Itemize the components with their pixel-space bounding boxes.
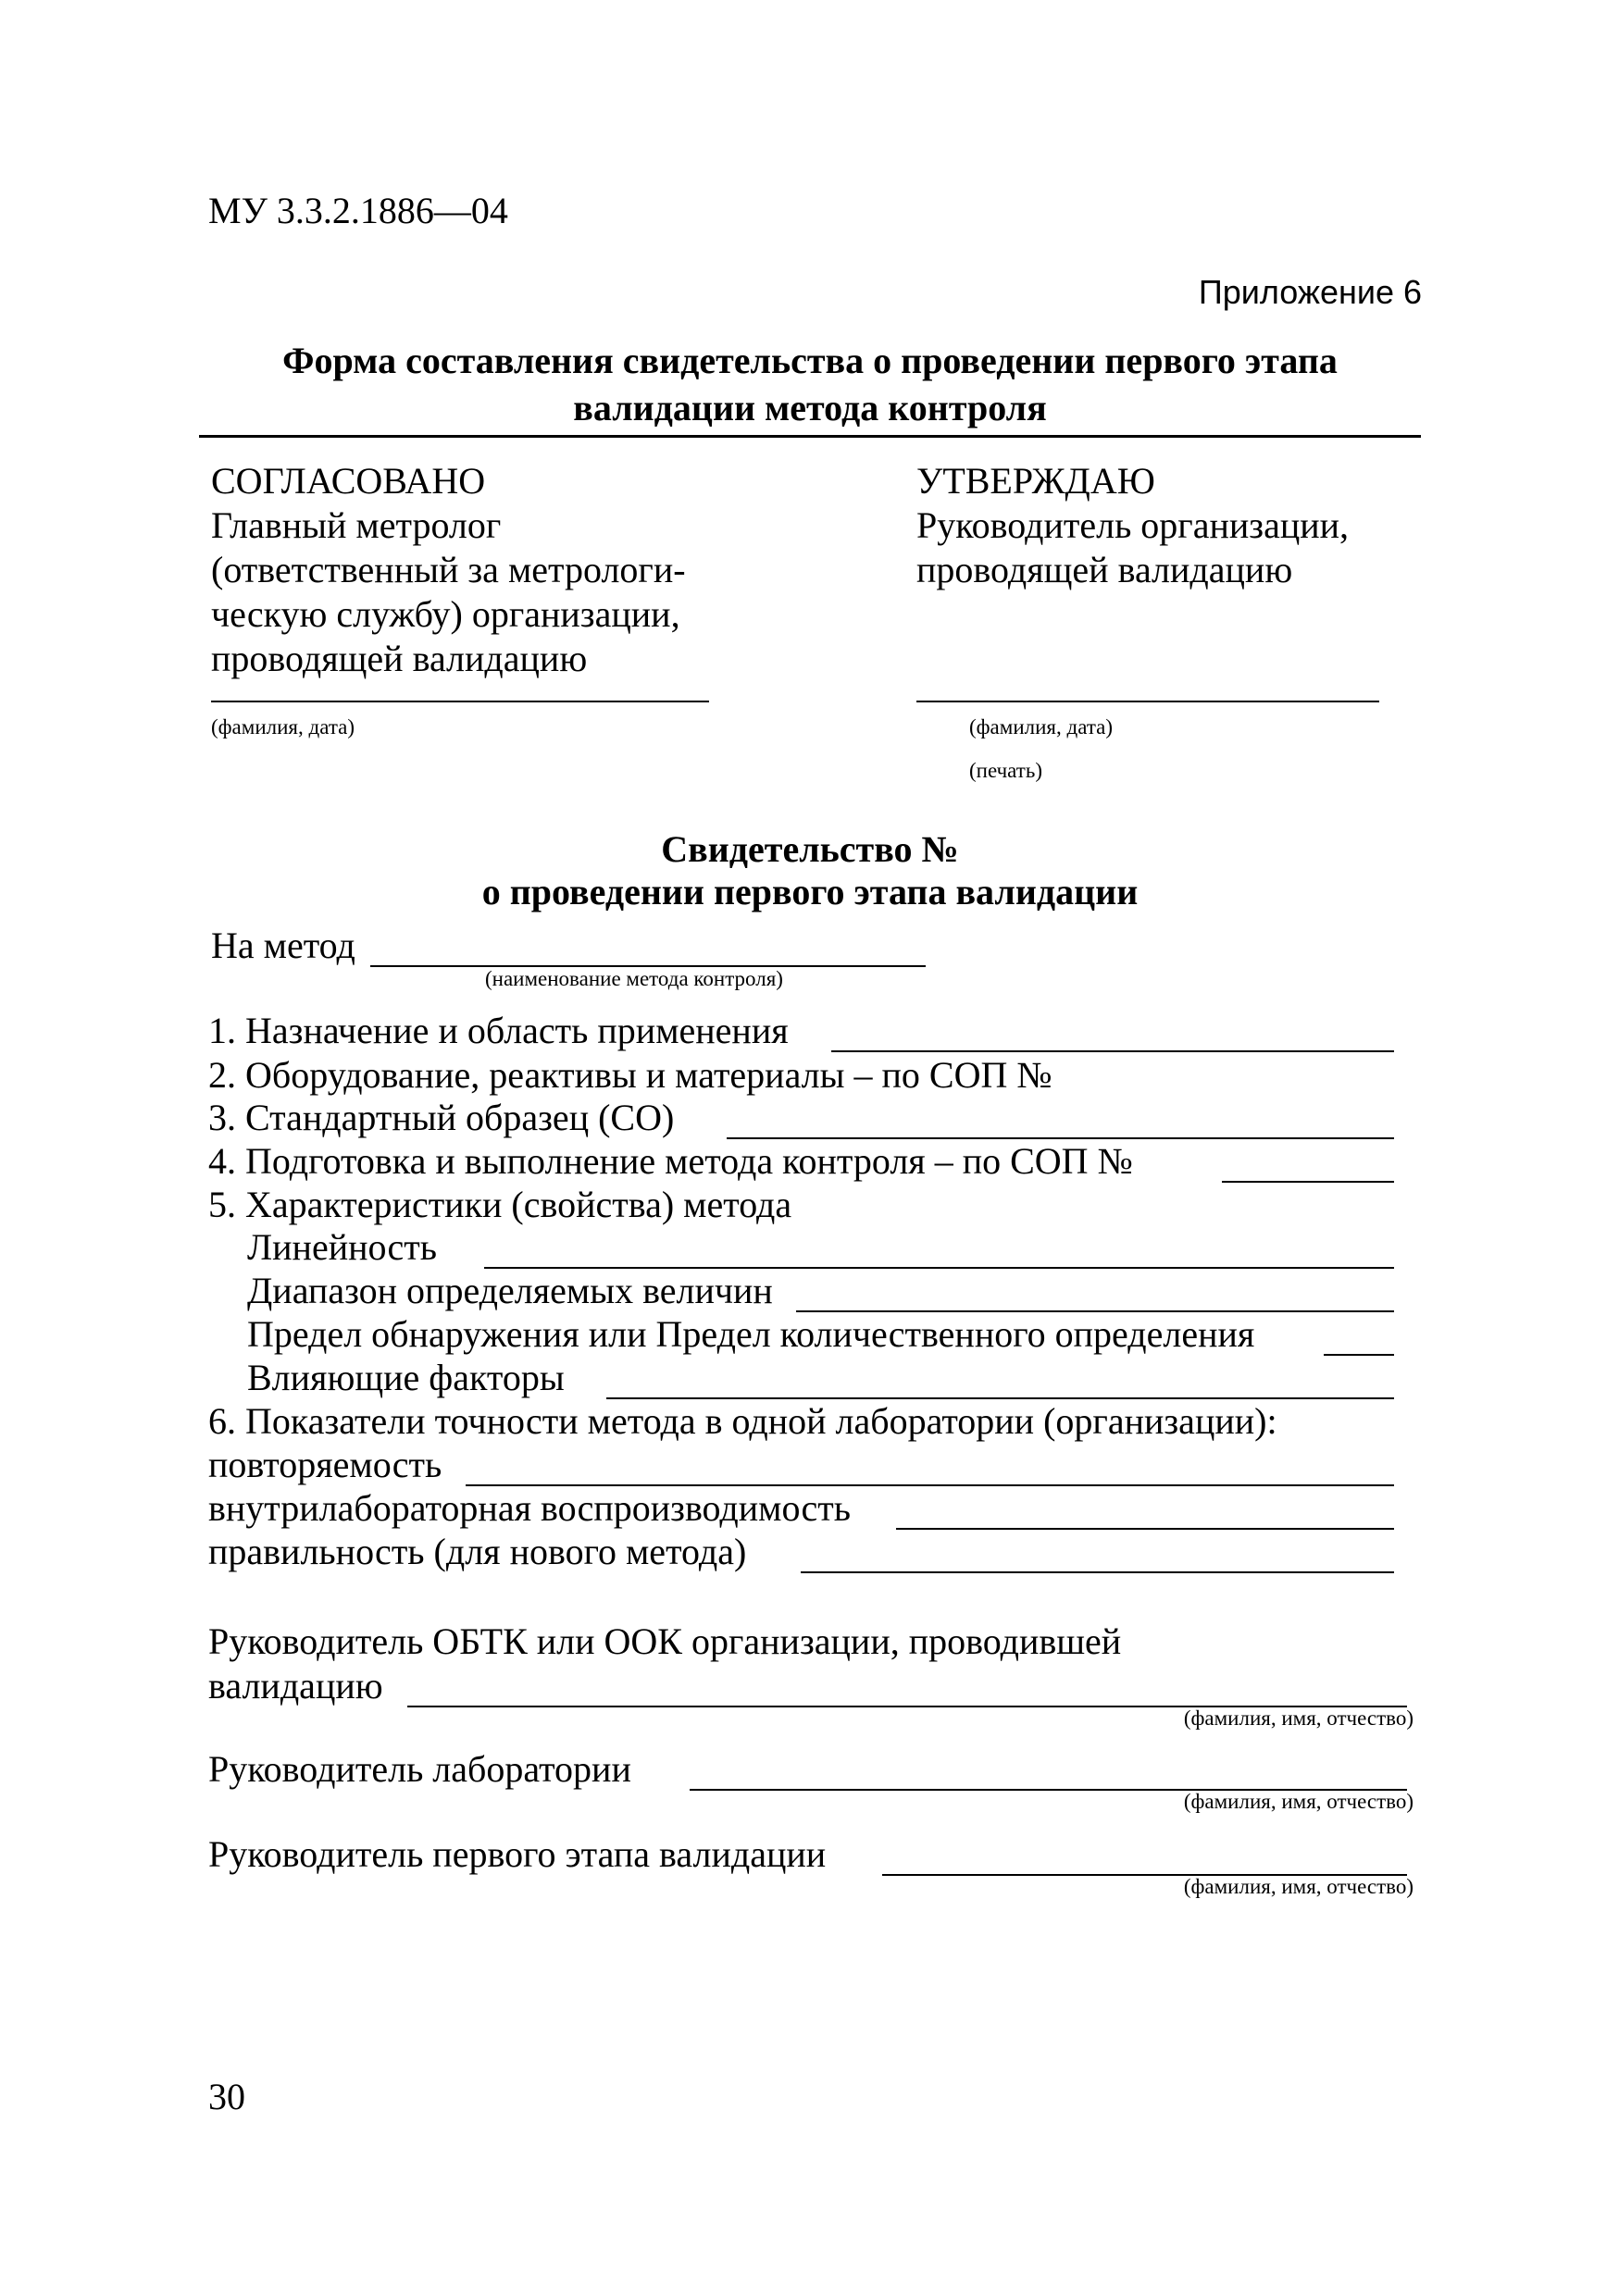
item-influencing-factors-field[interactable] bbox=[606, 1397, 1394, 1399]
item-range-field[interactable] bbox=[796, 1310, 1394, 1312]
signature-qc-head-caption: (фамилия, имя, отчество) bbox=[1183, 1706, 1414, 1730]
form-title-line1: Форма составления свидетельства о проведении первого этапа bbox=[282, 340, 1338, 381]
form-title-line2: валидации метода контроля bbox=[573, 387, 1047, 428]
method-caption: (наименование метода контроля) bbox=[485, 967, 783, 990]
approval-left-signature-line[interactable] bbox=[211, 701, 709, 702]
signature-qc-head-label: Руководитель ОБТК или ООК организации, проводившей bbox=[208, 1620, 1122, 1662]
approval-right-signature-line[interactable] bbox=[916, 701, 1379, 702]
approval-right-line: проводящей валидацию bbox=[916, 549, 1293, 590]
item-equipment: 2. Оборудование, реактивы и материалы – по СОП № bbox=[208, 1054, 1052, 1096]
signature-lab-head-caption: (фамилия, имя, отчество) bbox=[1183, 1790, 1414, 1813]
item-reference-sample: 3. Стандартный образец (СО) bbox=[208, 1097, 675, 1138]
approval-left-line: ческую службу) организации, bbox=[211, 593, 680, 635]
item-reproducibility: внутрилабораторная воспроизводимость bbox=[208, 1487, 851, 1529]
item-range: Диапазон определяемых величин bbox=[247, 1270, 773, 1311]
signature-stage-head-label: Руководитель первого этапа валидации bbox=[208, 1833, 827, 1875]
approval-left-heading: СОГЛАСОВАНО bbox=[211, 460, 486, 502]
stamp-caption: (печать) bbox=[969, 759, 1042, 782]
item-repeatability: повторяемость bbox=[208, 1444, 442, 1485]
method-label: На метод bbox=[211, 925, 355, 966]
item-detection-limit-field[interactable] bbox=[1324, 1354, 1394, 1356]
document-code: МУ 3.3.2.1886—04 bbox=[208, 190, 508, 231]
approval-right-line: Руководитель организации, bbox=[916, 504, 1350, 546]
item-trueness-field[interactable] bbox=[801, 1571, 1394, 1573]
page-number: 30 bbox=[208, 2076, 245, 2117]
item-preparation: 4. Подготовка и выполнение метода контроля – по СОП № bbox=[208, 1140, 1133, 1182]
signature-lab-head-label: Руководитель лаборатории bbox=[208, 1748, 631, 1790]
item-preparation-field[interactable] bbox=[1222, 1181, 1394, 1183]
signature-stage-head-caption: (фамилия, имя, отчество) bbox=[1183, 1875, 1414, 1898]
item-accuracy-indicators: 6. Показатели точности метода в одной лаборатории (организации): bbox=[208, 1400, 1277, 1442]
approval-left-line: (ответственный за метрологи- bbox=[211, 549, 686, 590]
item-characteristics: 5. Характеристики (свойства) метода bbox=[208, 1184, 792, 1225]
approval-left-caption: (фамилия, дата) bbox=[211, 715, 355, 738]
item-purpose-field[interactable] bbox=[831, 1050, 1394, 1052]
item-repeatability-field[interactable] bbox=[466, 1484, 1394, 1486]
appendix-label: Приложение 6 bbox=[1198, 273, 1422, 311]
item-trueness: правильность (для нового метода) bbox=[208, 1531, 747, 1572]
approval-right-caption: (фамилия, дата) bbox=[969, 715, 1114, 738]
certificate-subtitle: о проведении первого этапа валидации bbox=[481, 871, 1139, 912]
certificate-title: Свидетельство № bbox=[661, 828, 959, 870]
item-reference-sample-field[interactable] bbox=[727, 1137, 1394, 1139]
approval-left-line: Главный метролог bbox=[211, 504, 502, 546]
item-linearity: Линейность bbox=[247, 1226, 437, 1268]
item-detection-limit: Предел обнаружения или Предел количественного определения bbox=[247, 1313, 1255, 1355]
approval-left-line: проводящей валидацию bbox=[211, 638, 588, 679]
item-linearity-field[interactable] bbox=[484, 1267, 1394, 1269]
item-purpose: 1. Назначение и область применения bbox=[208, 1010, 789, 1051]
title-underline bbox=[199, 435, 1421, 438]
item-influencing-factors: Влияющие факторы bbox=[247, 1357, 565, 1398]
signature-qc-head-label-cont: валидацию bbox=[208, 1665, 383, 1706]
item-reproducibility-field[interactable] bbox=[896, 1528, 1394, 1530]
approval-right-heading: УТВЕРЖДАЮ bbox=[916, 460, 1155, 502]
